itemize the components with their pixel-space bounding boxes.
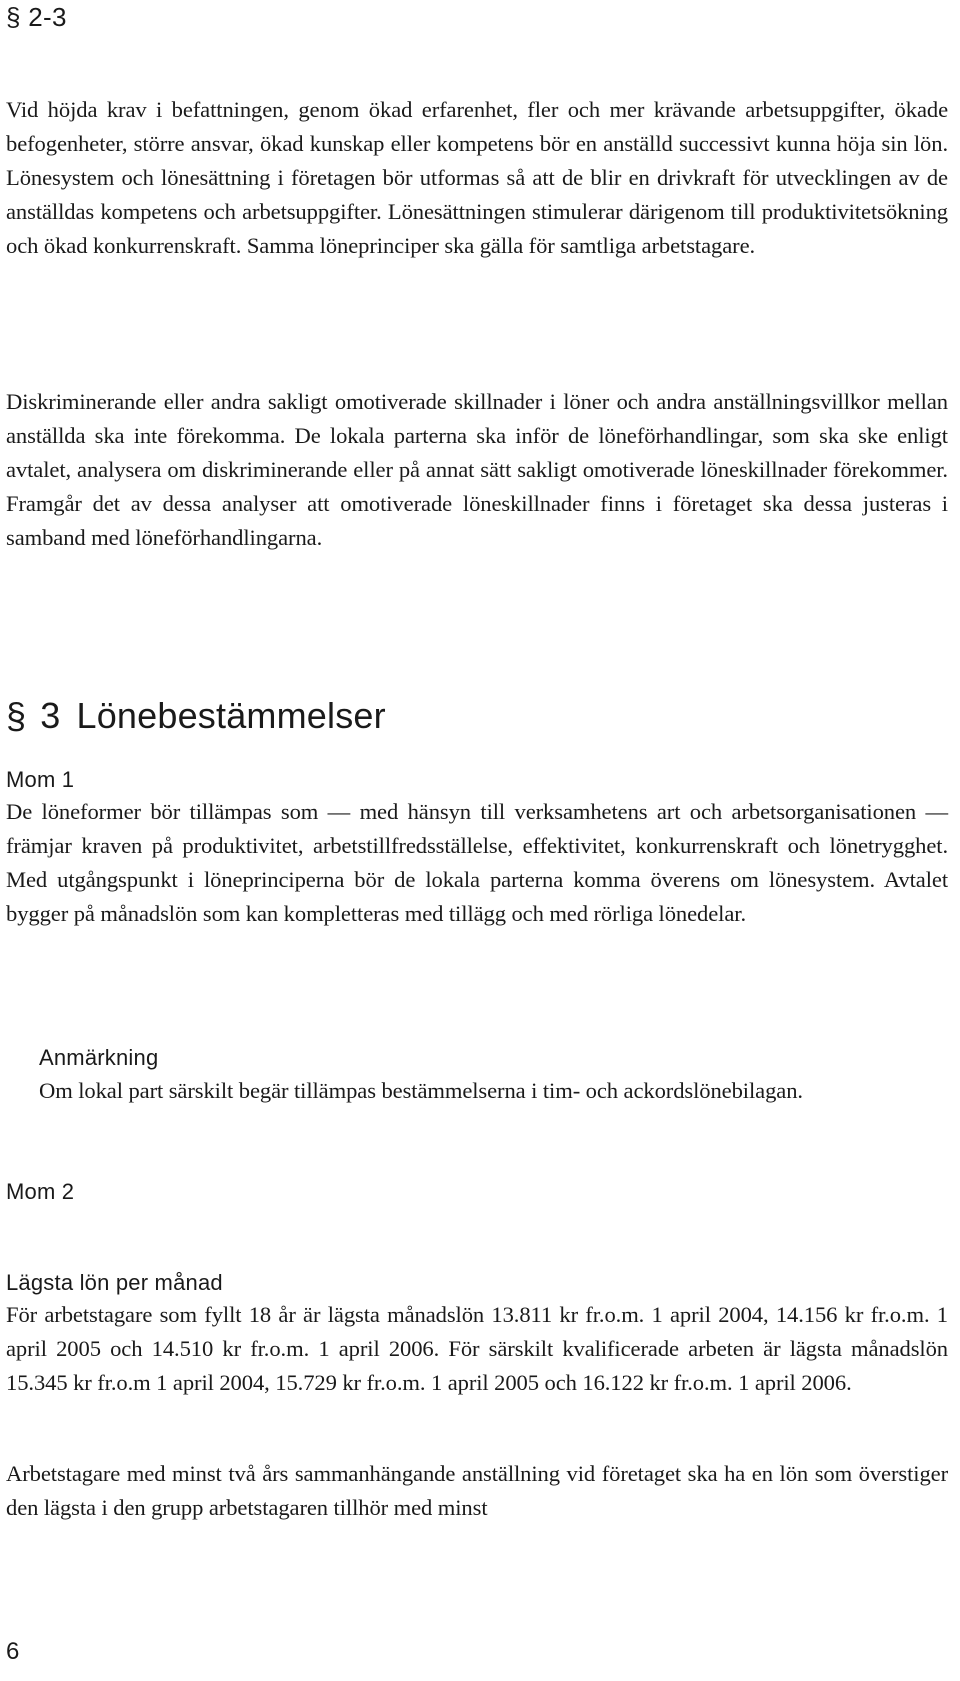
section-heading [6, 694, 386, 738]
section-title: Lönebestämmelser [76, 695, 386, 736]
page-number: 6 [6, 1638, 20, 1665]
section-number: 3 [40, 695, 61, 736]
minimum-wage-heading: Lägsta lön per månad [6, 1270, 223, 1295]
mom2-heading: Mom 2 [6, 1179, 75, 1204]
seniority-paragraph: Arbetstagare med minst två års sammanhängande anställning vid företaget ska ha en lön som överstiger den lägsta i den grupp arbetstagaren tillhör med minst [6, 1461, 948, 1520]
paragraph-discrimination: Diskriminerande eller andra sakligt omotiverade skillnader i löner och andra anställningsvillkor mellan anställda ska inte förekomma. De lokala parterna ska inför de löneförhandlingar, som ska ske enligt avtalet, analysera om diskriminerande eller på annat sätt sakligt omotiverade löneskillnader förekommer. Framgår det av dessa analyser att omotiverade löneskillnader finns i företaget ska dessa justeras i samband med löneförhandlingarna. [6, 389, 948, 550]
running-head: § 2-3 [6, 2, 67, 32]
note-paragraph: Om lokal part särskilt begär tillämpas bestämmelserna i tim- och ackordslönebilagan. [39, 1078, 803, 1103]
section-sign: § [6, 695, 27, 736]
paragraph-salary-development: Vid höjda krav i befattningen, genom ökad erfarenhet, fler och mer krävande arbetsuppgifter, ökade befogenheter, större ansvar, ökad kunskap eller kompetens bör en anställd successivt kunna höja sin lön. Lönesystem och lönesättning i företagen bör utformas så att de blir en drivkraft för utvecklingen av de anställdas kompetens och arbetsuppgifter. Lönesättningen stimulerar därigenom till produktivitetsökning och ökad konkurrenskraft. Samma löneprinciper ska gälla för samtliga arbetstagare. [6, 97, 948, 258]
mom1-paragraph: De löneformer bör tillämpas som — med hänsyn till verksamhetens art och arbetsorganisationen — främjar kraven på produktivitet, arbetstillfredsställelse, effektivitet, konkurrenskraft och lönetrygghet. Med utgångspunkt i löneprinciperna bör de lokala parterna komma överens om lönesystem. Avtalet bygger på månadslön som kan kompletteras med tillägg och med rörliga lönedelar. [6, 799, 948, 926]
mom1-heading: Mom 1 [6, 767, 75, 792]
minimum-wage-paragraph: För arbetstagare som fyllt 18 år är lägsta månadslön 13.811 kr fr.o.m. 1 april 2004, 14.156 kr fr.o.m. 1 april 2005 och 14.510 kr fr.o.m. 1 april 2006. För särskilt kvalificerade arbeten är lägsta månadslön 15.345 kr fr.o.m 1 april 2004, 15.729 kr fr.o.m. 1 april 2005 och 16.122 kr fr.o.m. 1 april 2006. [6, 1302, 948, 1395]
document-page [6, 0, 948, 1681]
note-heading: Anmärkning [39, 1045, 159, 1070]
